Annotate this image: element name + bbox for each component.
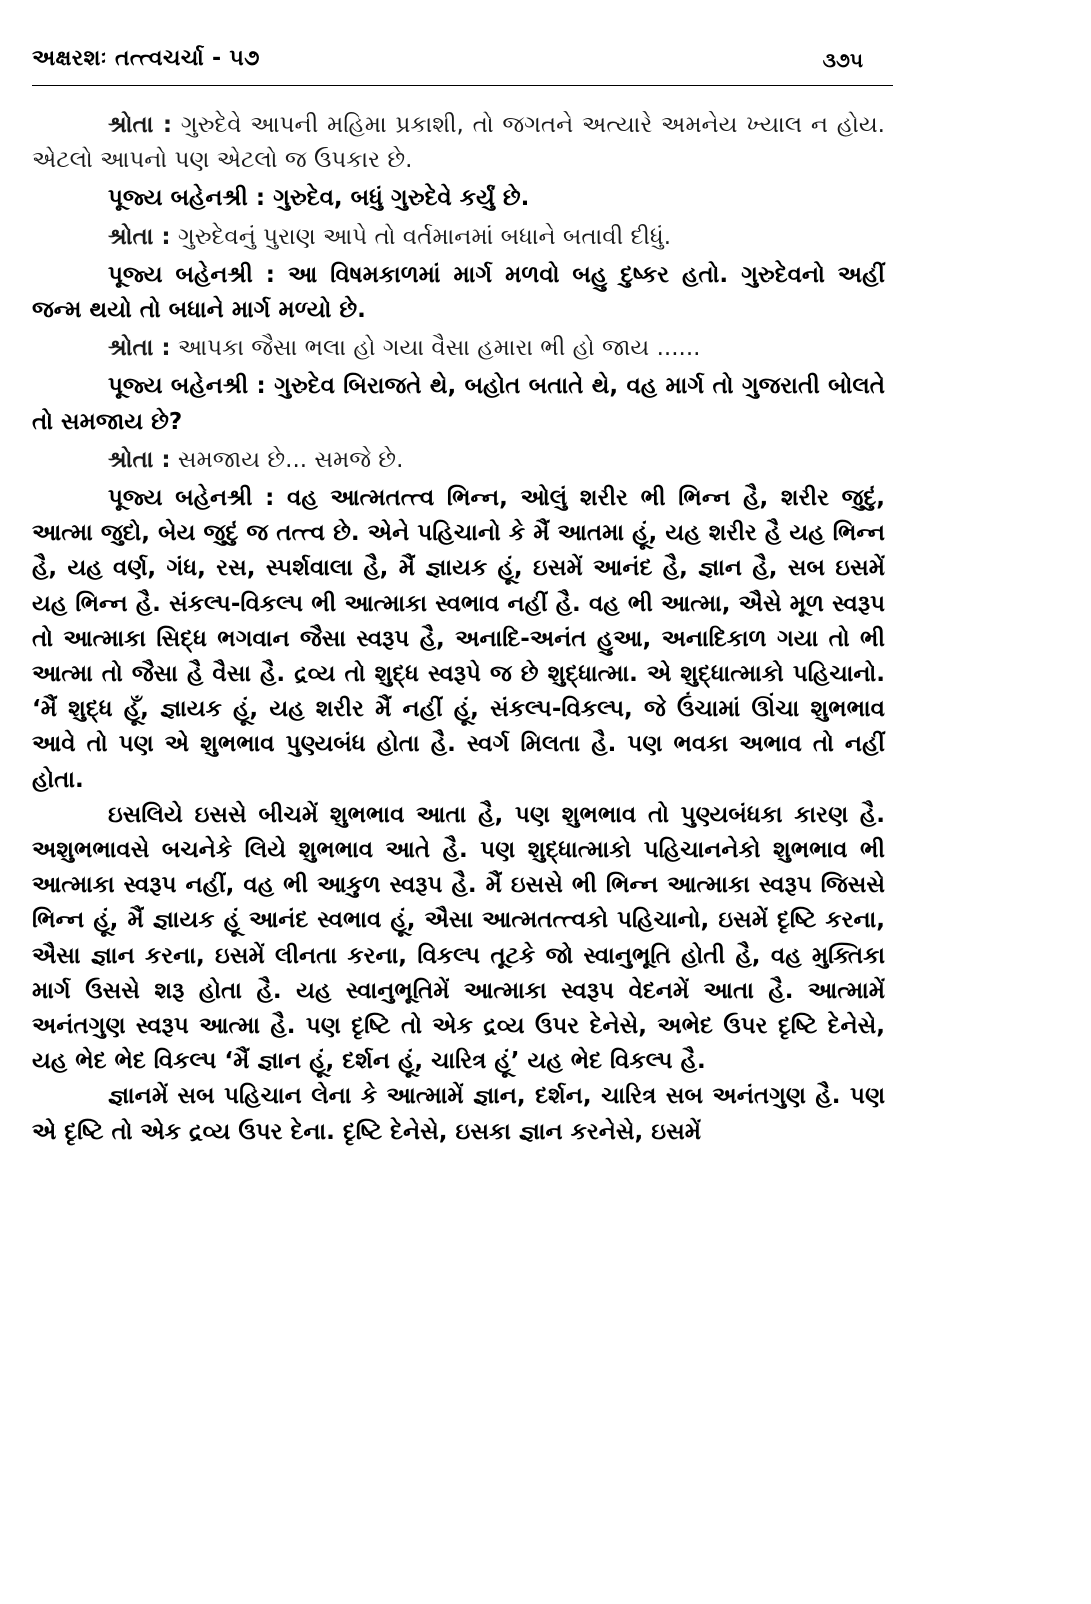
speaker-label: શ્રોતા :	[108, 335, 171, 362]
header-rule	[32, 85, 893, 86]
paragraph-text: આપકા જૈસા ભલા હો ગયા વૈસા હમારા ભી હો જાય ......	[170, 335, 701, 362]
body-text	[32, 108, 885, 1150]
page-number: ૩૭૫	[822, 48, 863, 72]
speaker-label: પૂજ્ય બહેનશ્રી :	[108, 185, 266, 212]
speaker-label: પૂજ્ય બહેનશ્રી :	[108, 261, 276, 288]
paragraph-bahenshri-4	[32, 481, 885, 798]
paragraph-continuation-2	[32, 1079, 885, 1149]
speaker-label: પૂજ્ય બહેનશ્રી :	[108, 373, 266, 400]
paragraph-bahenshri-2	[32, 258, 885, 328]
paragraph-text: વહ આત્મતત્ત્વ ભિન્ન, ઓલું શરીર ભી ભિન્ન હૈ, શરીર જુદું, આત્મા જુદો, બેય જુદું જ તત્ત્વ છે. એને પહિચાનો કે મૈં આતમા હૂં, યહ શરીર હૈ યહ ભિન્ન હૈ, યહ વર્ણ, ગંધ, રસ, સ્પર્શવાલા હૈ, મૈં જ્ઞાયક હૂં, ઇસમેં આનંદ હૈ, જ્ઞાન હૈ, સબ ઇસમેં યહ ભિન્ન હૈ. સંકલ્પ-વિકલ્પ ભી આત્માકા સ્વભાવ નહીં હૈ. વહ ભી આત્મા, ઐસે મૂળ સ્વરૂપ તો આત્માકા સિદ્ધ ભગવાન જૈસા સ્વરૂપ હૈ, અનાદિ-અનંત હુઆ, અનાદિકાળ ગયા તો ભી આત્મા તો જૈસા હૈ વૈસા હૈ. દ્રવ્ય તો શુદ્ધ સ્વરૂપે જ છે શુદ્ધાત્મા. એ શુદ્ધાત્માકો પહિચાનો. ‘મૈં શુદ્ધ હૂઁ, જ્ઞાયક હૂં, યહ શરીર મૈં નહીં હૂં, સંકલ્પ-વિકલ્પ, જે ઉંચામાં ઊંચા શુભભાવ આવે તો પણ એ શુભભાવ પુણ્યબંધ હોતા હૈ. સ્વર્ગ મિલતા હૈ. પણ ભવકા અભાવ તો નહીં હોતા.	[32, 485, 885, 793]
running-header	[32, 46, 893, 78]
paragraph-text: ગુરુદેવે આપની મહિમા પ્રકાશી, તો જગતને અત્યારે અમનેય ખ્યાલ ન હોય. એટલો આપનો પણ એટલો જ ઉપકાર છે.	[32, 112, 885, 174]
paragraph-listener-1	[32, 108, 885, 178]
running-title: અક્ષરશઃ તત્ત્વચર્ચા - ૫૭	[32, 46, 260, 71]
speaker-label: શ્રોતા :	[108, 446, 171, 473]
paragraph-continuation-1	[32, 798, 885, 1080]
paragraph-listener-3	[32, 331, 885, 366]
speaker-label: શ્રોતા :	[108, 112, 173, 138]
paragraph-text: ગુરુદેવ બિરાજતે થે, બહોત બતાતે થે, વહ માર્ગ તો ગુજરાતી બોલતે તો સમજાય છે?	[32, 373, 885, 435]
paragraph-listener-4	[32, 443, 885, 478]
speaker-label: શ્રોતા :	[108, 223, 171, 250]
paragraph-text: જ્ઞાનમેં સબ પહિચાન લેના કે આત્મામેં જ્ઞાન, દર્શન, ચારિત્ર સબ અનંતગુણ હૈ. પણ એ દૃષ્ટિ તો એક દ્રવ્ય ઉપર દેના. દૃષ્ટિ દેનેસે, ઇસકા જ્ઞાન કરનેસે, ઇસમેં	[32, 1083, 885, 1145]
paragraph-text: ગુરુદેવ, બધું ગુરુદેવે કર્યું છે.	[265, 185, 530, 212]
paragraph-text: ઇસલિયે ઇસસે બીચમેં શુભભાવ આતા હૈ, પણ શુભભાવ તો પુણ્યબંધકા કારણ હૈ. અશુભભાવસે બચનેકે લિયે શુભભાવ આતે હૈ. પણ શુદ્ધાત્માકો પહિચાનનેકો શુભભાવ ભી આત્માકા સ્વરૂપ નહીં, વહ ભી આકુળ સ્વરૂપ હૈ. મૈં ઇસસે ભી ભિન્ન આત્માકા સ્વરૂપ જિસસે ભિન્ન હૂં, મૈં જ્ઞાયક હૂં આનંદ સ્વભાવ હૂં, ઐસા આત્મતત્ત્વકો પહિચાનો, ઇસમેં દૃષ્ટિ કરના, ઐસા જ્ઞાન કરના, ઇસમેં લીનતા કરના, વિકલ્પ તૂટકે જો સ્વાનુભૂતિ હોતી હૈ, વહ મુક્તિકા માર્ગ ઉસસે શરૂ હોતા હૈ. યહ સ્વાનુભૂતિમેં આત્માકા સ્વરૂપ વેદનમેં આતા હૈ. આત્મામેં અનંતગુણ સ્વરૂપ આત્મા હૈ. પણ દૃષ્ટિ તો એક દ્રવ્ય ઉપર દેનેસે, અભેદ ઉપર દૃષ્ટિ દેનેસે, યહ ભેદ ભેદ વિકલ્પ ‘મૈં જ્ઞાન હૂં, દર્શન હૂં, ચારિત્ર હૂં’ યહ ભેદ વિકલ્પ હૈ.	[32, 801, 885, 1075]
speaker-label: પૂજ્ય બહેનશ્રી :	[108, 485, 275, 512]
paragraph-text: સમજાય છે... સમજે છે.	[170, 446, 404, 473]
paragraph-bahenshri-1	[32, 181, 885, 216]
paragraph-listener-2	[32, 220, 885, 255]
paragraph-text: ગુરુદેવનું પુરાણ આપે તો વર્તમાનમાં બધાને બતાવી દીધું.	[170, 223, 672, 250]
paragraph-text: આ વિષમકાળમાં માર્ગ મળવો બહુ દુષ્કર હતો. ગુરુદેવનો અહીં જન્મ થયો તો બધાને માર્ગ મળ્યો છે.	[32, 261, 885, 324]
paragraph-bahenshri-3	[32, 369, 885, 439]
